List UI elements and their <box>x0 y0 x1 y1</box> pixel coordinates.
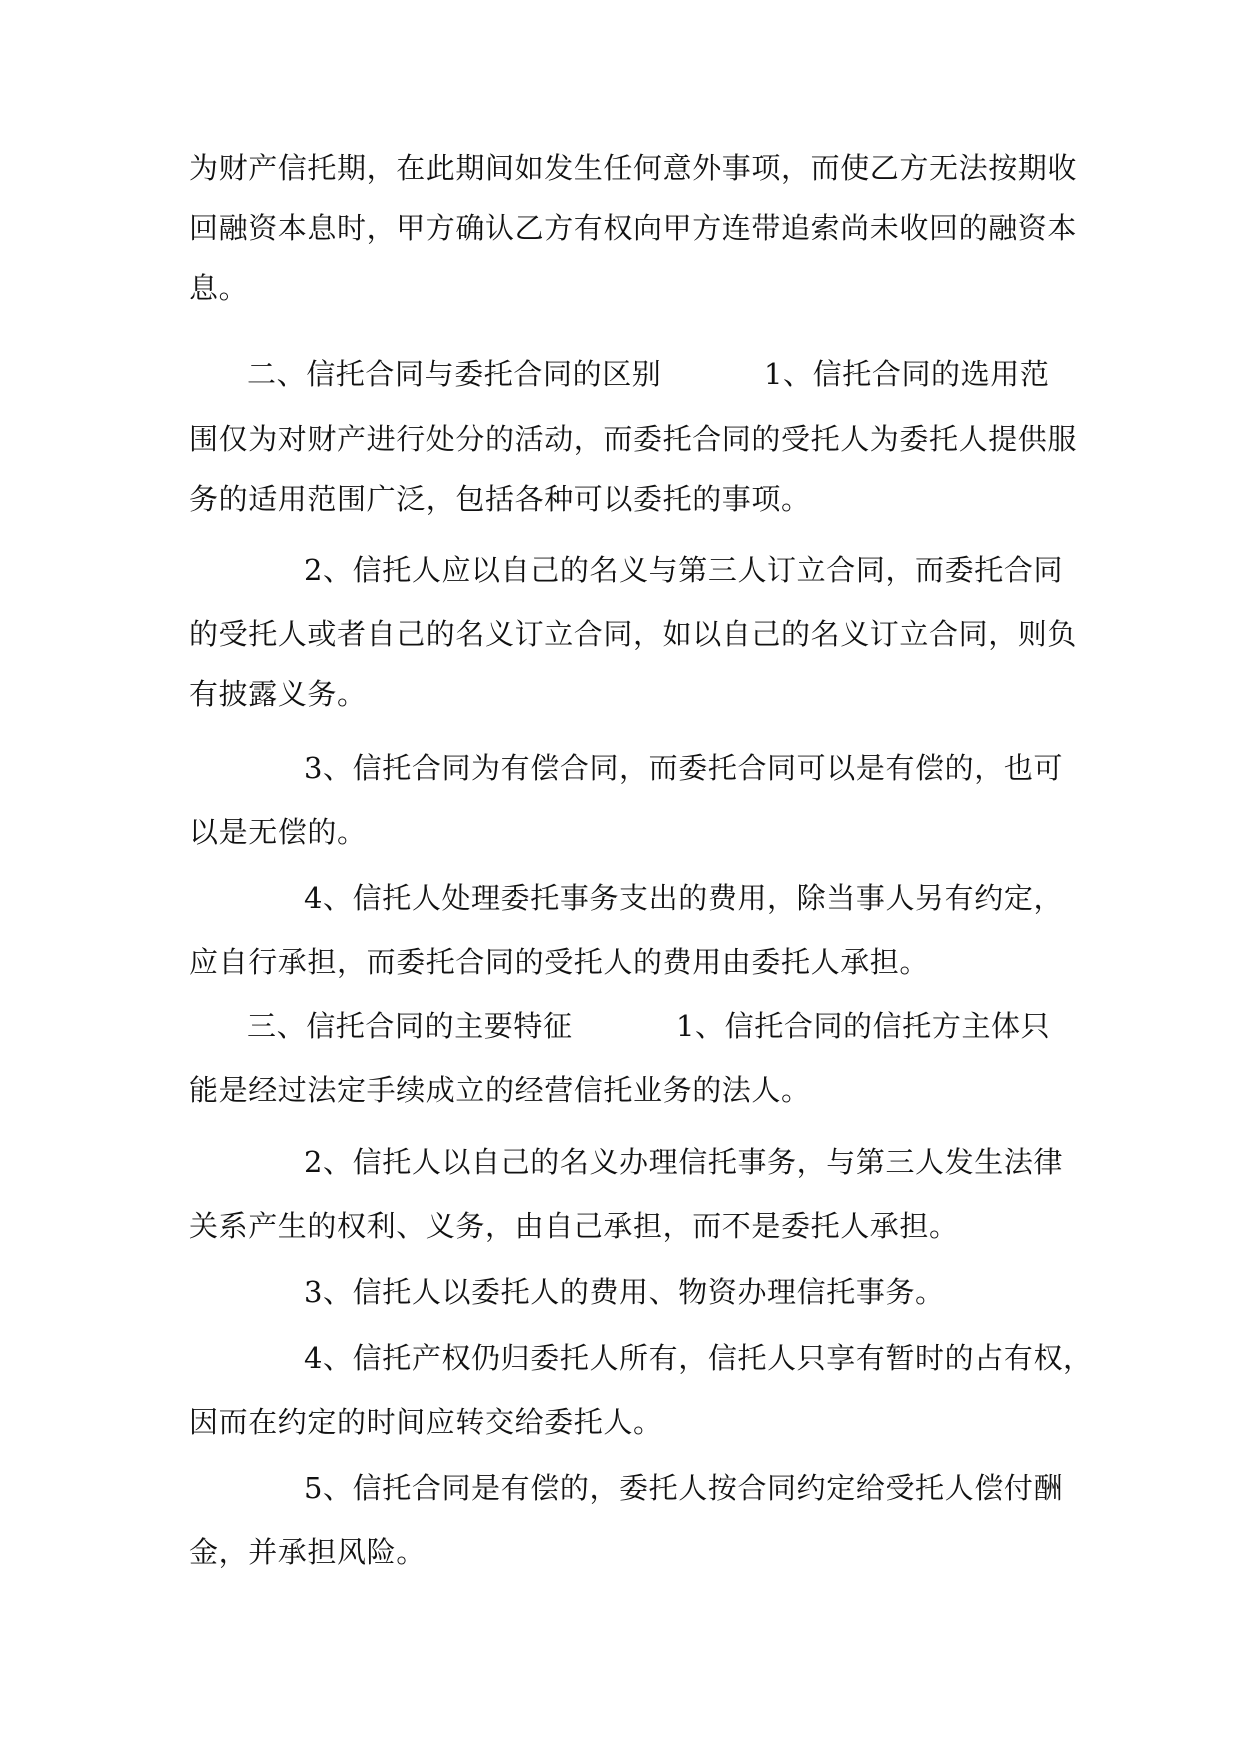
line-text: 务的适用范围广泛，包括各种可以委托的事项。 <box>189 482 811 516</box>
line-text: 3、信托合同为有偿合同，而委托合同可以是有偿的，也可 <box>304 751 1064 785</box>
line-text: 的受托人或者自己的名义订立合同，如以自己的名义订立合同，则负 <box>189 617 1078 651</box>
paragraph-line <box>189 419 1078 459</box>
paragraph-line <box>304 1272 1174 1312</box>
paragraph-line <box>304 550 1174 590</box>
line-text: 金，并承担风险。 <box>189 1535 426 1569</box>
paragraph-line <box>189 1206 1059 1246</box>
line-text: 3、信托人以委托人的费用、物资办理信托事务。 <box>304 1275 945 1309</box>
line-text: 息。 <box>189 271 249 305</box>
line-text: 能是经过法定手续成立的经营信托业务的法人。 <box>189 1073 811 1107</box>
line-text: 4、信托产权仍归委托人所有，信托人只享有暂时的占有权， <box>304 1341 1093 1375</box>
line-text: 应自行承担，而委托合同的受托人的费用由委托人承担。 <box>189 945 930 979</box>
paragraph-line <box>304 1338 1174 1378</box>
paragraph-line <box>304 878 1174 918</box>
paragraph-line <box>304 1142 1174 1182</box>
paragraph-line <box>189 614 1078 654</box>
line-text: 回融资本息时，甲方确认乙方有权向甲方连带追索尚未收回的融资本 <box>189 211 1078 245</box>
line-text: 1、信托合同的信托方主体只 <box>676 1009 1051 1043</box>
paragraph-line <box>189 1070 1059 1110</box>
line-text: 有披露义务。 <box>189 677 367 711</box>
line-text: 为财产信托期，在此期间如发生任何意外事项，而使乙方无法按期收 <box>189 151 1078 185</box>
paragraph-line <box>189 674 1059 714</box>
line-text: 2、信托人应以自己的名义与第三人订立合同，而委托合同 <box>304 553 1064 587</box>
paragraph-line <box>189 208 1078 248</box>
line-text: 围仅为对财产进行处分的活动，而委托合同的受托人为委托人提供服 <box>189 422 1078 456</box>
paragraph-line <box>189 1532 1059 1572</box>
paragraph-line <box>304 1468 1174 1508</box>
line-text: 关系产生的权利、义务，由自己承担，而不是委托人承担。 <box>189 1209 959 1243</box>
paragraph-line <box>189 268 1059 308</box>
paragraph-line <box>189 1402 1059 1442</box>
paragraph-line <box>676 1006 1076 1046</box>
paragraph-line <box>304 748 1174 788</box>
paragraph-line <box>189 812 1059 852</box>
line-text: 因而在约定的时间应转交给委托人。 <box>189 1405 663 1439</box>
line-text: 1、信托合同的选用范 <box>764 357 1050 391</box>
section-heading: 二、信托合同与委托合同的区别 <box>247 357 662 391</box>
section-heading: 三、信托合同的主要特征 <box>247 1009 573 1043</box>
paragraph-line <box>764 354 1064 394</box>
paragraph-line <box>189 479 1059 519</box>
paragraph-line <box>189 942 1059 982</box>
line-text: 2、信托人以自己的名义办理信托事务，与第三人发生法律 <box>304 1145 1064 1179</box>
line-text: 以是无偿的。 <box>189 815 367 849</box>
line-text: 4、信托人处理委托事务支出的费用，除当事人另有约定， <box>304 881 1064 915</box>
line-text: 5、信托合同是有偿的，委托人按合同约定给受托人偿付酬 <box>304 1471 1064 1505</box>
paragraph-line <box>189 148 1078 188</box>
